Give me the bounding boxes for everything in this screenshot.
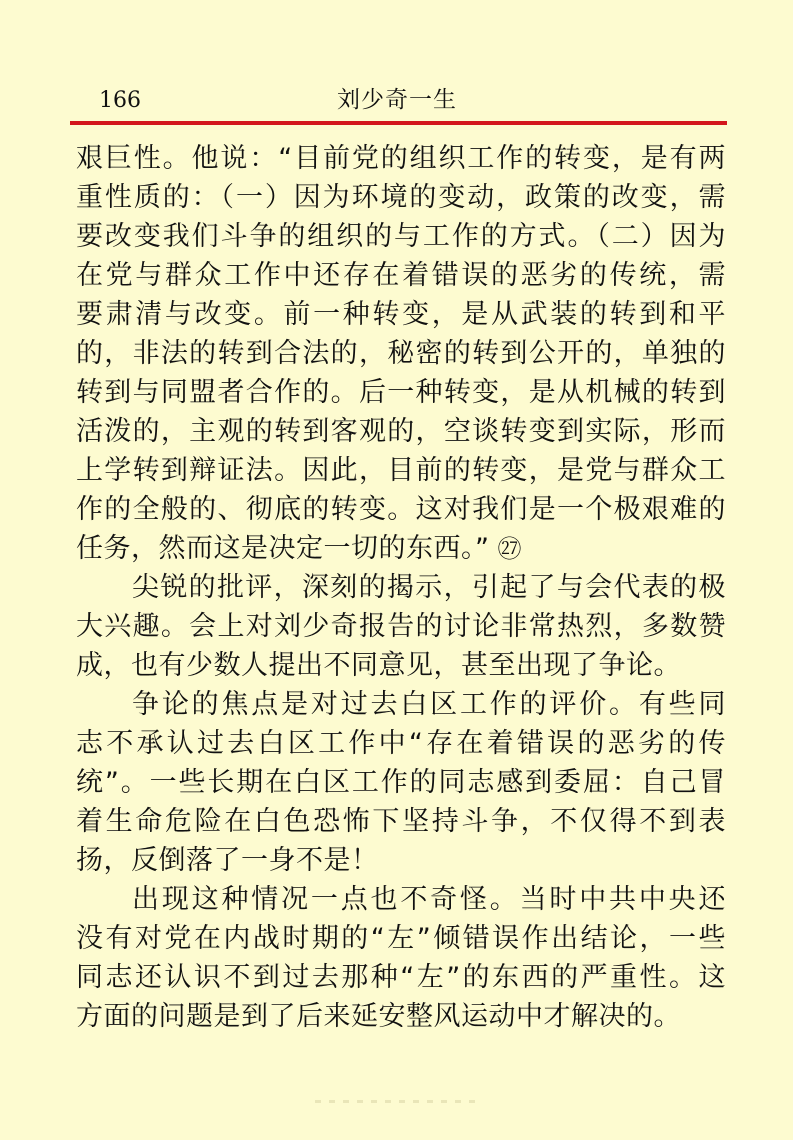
paragraph-1-line: 在党与群众工作中还存在着错误的恶劣的传统，需: [76, 260, 726, 291]
paragraph-1-line: 要改变我们斗争的组织的与工作的方式。（二）因为: [76, 221, 726, 252]
running-title: 刘少奇一生: [337, 87, 457, 113]
paragraph-1-line: 转到与同盟者合作的。后一种转变，是从机械的转到: [76, 377, 726, 408]
page-header: [75, 86, 725, 120]
paragraph-1-line: 上学转到辩证法。因此，目前的转变，是党与群众工: [76, 455, 726, 486]
page-number: 166: [99, 88, 141, 113]
paragraph-4-line: 同志还认识不到过去那种“左”的东西的严重性。这: [76, 962, 726, 993]
header-rule: [70, 121, 727, 125]
paragraph-1-line: 艰巨性。他说：“目前党的组织工作的转变，是有两: [76, 143, 726, 174]
paragraph-2-line: 大兴趣。会上对刘少奇报告的讨论非常热烈，多数赞: [76, 611, 726, 642]
paragraph-3-line: 志不承认过去白区工作中“存在着错误的恶劣的传: [76, 728, 726, 759]
paragraph-1-line: 要肃清与改变。前一种转变，是从武装的转到和平: [76, 299, 726, 330]
paragraph-1-line: 的，非法的转到合法的，秘密的转到公开的，单独的: [76, 338, 726, 369]
paragraph-1-line-text: 任务，然而这是决定一切的东西。”: [76, 533, 490, 564]
paragraph-2-line: 成，也有少数人提出不同意见，甚至出现了争论。: [76, 650, 681, 681]
scan-artifact: [315, 1100, 475, 1103]
paragraph-2-line: 尖锐的批评，深刻的揭示，引起了与会代表的极: [132, 572, 726, 603]
paragraph-4-line: 出现这种情况一点也不奇怪。当时中共中央还: [132, 884, 726, 915]
paragraph-1-last-line: [76, 529, 726, 568]
paragraph-3-line: 着生命危险在白色恐怖下坚持斗争，不仅得不到表: [76, 806, 726, 837]
paragraph-1-line: 重性质的：（一）因为环境的变动，政策的改变，需: [76, 182, 726, 213]
body-text: [76, 139, 726, 1036]
endnote-mark: ㉗: [497, 535, 522, 563]
paragraph-1-line: 作的全般的、彻底的转变。这对我们是一个极艰难的: [76, 494, 726, 525]
paragraph-1-line: 活泼的，主观的转到客观的，空谈转变到实际，形而: [76, 416, 726, 447]
paragraph-3-line: 扬，反倒落了一身不是！: [76, 845, 379, 876]
paragraph-4-line: 方面的问题是到了后来延安整风运动中才解决的。: [76, 1001, 681, 1032]
paragraph-4-line: 没有对党在内战时期的“左”倾错误作出结论，一些: [76, 923, 726, 954]
paragraph-3-line: 统”。一些长期在白区工作的同志感到委屈：自己冒: [76, 767, 726, 798]
paragraph-3-line: 争论的焦点是对过去白区工作的评价。有些同: [132, 689, 726, 720]
